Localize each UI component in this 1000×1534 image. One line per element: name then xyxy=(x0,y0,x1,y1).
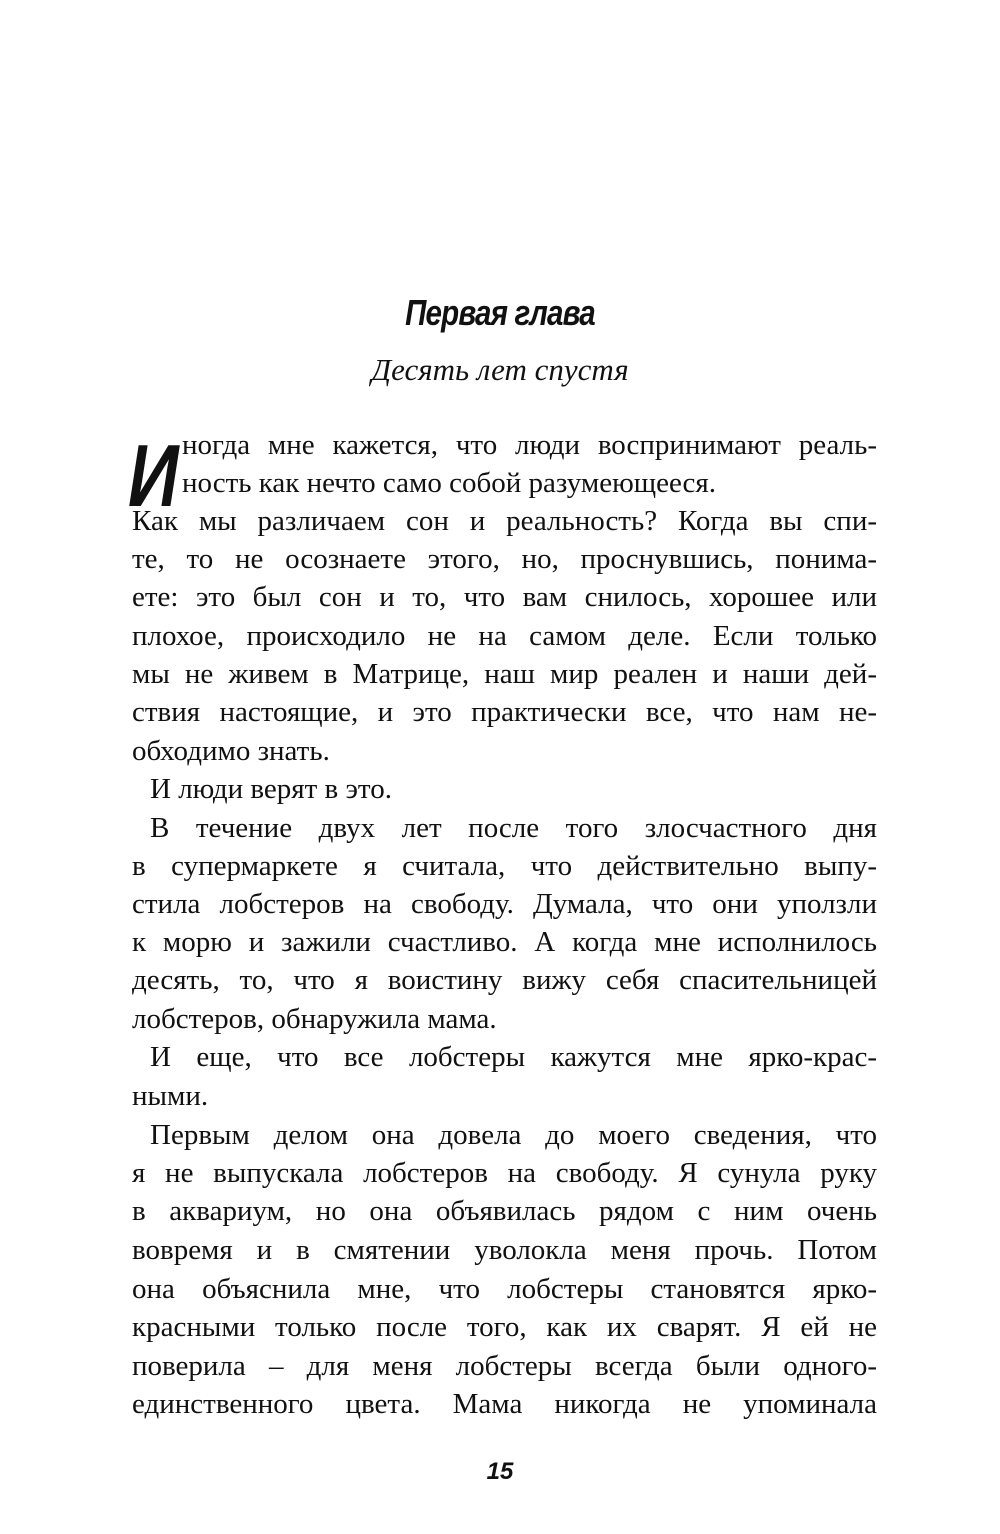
chapter-title: Первая глава xyxy=(405,292,595,333)
text-line: Первым делом она довела до моего сведения, что xyxy=(150,1119,877,1151)
text-line: десять, то, что я воистину вижу себя спасительницей xyxy=(132,964,877,996)
page-number: 15 xyxy=(486,1458,514,1485)
text-line: к морю и зажили счастливо. А когда мне исполнилось xyxy=(132,926,877,958)
text-line: плохое, происходило не на самом деле. Если только xyxy=(132,620,877,652)
text-line: лобстеров, обнаружила мама. xyxy=(132,1003,497,1035)
text-line: ствия настоящие, и это практически все, что нам не- xyxy=(132,696,877,728)
text-line: И люди верят в это. xyxy=(150,773,392,805)
text-line: поверила – для меня лобстеры всегда были одного- xyxy=(132,1350,877,1382)
text-line: ными. xyxy=(132,1080,209,1112)
text-line: вовремя и в смятении уволокла меня прочь. Потом xyxy=(132,1234,877,1266)
text-line: мы не живем в Матрице, наш мир реален и наши дей- xyxy=(132,658,877,690)
text-line: И еще, что все лобстеры кажутся мне ярко-крас- xyxy=(150,1041,877,1073)
text-line: единственного цвета. Мама никогда не упоминала xyxy=(132,1388,877,1420)
text-line: Как мы различаем сон и реальность? Когда вы спи- xyxy=(132,505,877,537)
text-line: ность как нечто само собой разумеющееся. xyxy=(182,467,716,499)
text-line: стила лобстеров на свободу. Думала, что они уползли xyxy=(132,888,877,920)
text-line: красными только после того, как их сварят. Я ей не xyxy=(132,1311,877,1343)
text-line: В течение двух лет после того злосчастного дня xyxy=(150,812,877,844)
chapter-subtitle: Десять лет спустя xyxy=(371,352,629,387)
text-line: ногда мне кажется, что люди воспринимают реаль- xyxy=(182,429,877,461)
text-line: я не выпускала лобстеров на свободу. Я сунула руку xyxy=(132,1157,877,1189)
text-line: в супермаркете я считала, что действительно выпу- xyxy=(132,850,877,882)
text-line: те, то не осознаете этого, но, проснувшись, понима- xyxy=(132,543,877,575)
drop-cap: И xyxy=(128,426,179,525)
text-line: ете: это был сон и то, что вам снилось, хорошее или xyxy=(132,581,877,613)
text-line: она объяснила мне, что лобстеры становятся ярко- xyxy=(132,1273,877,1305)
text-line: в аквариум, но она объявилась рядом с ним очень xyxy=(132,1195,877,1227)
text-line: обходимо знать. xyxy=(132,735,330,767)
